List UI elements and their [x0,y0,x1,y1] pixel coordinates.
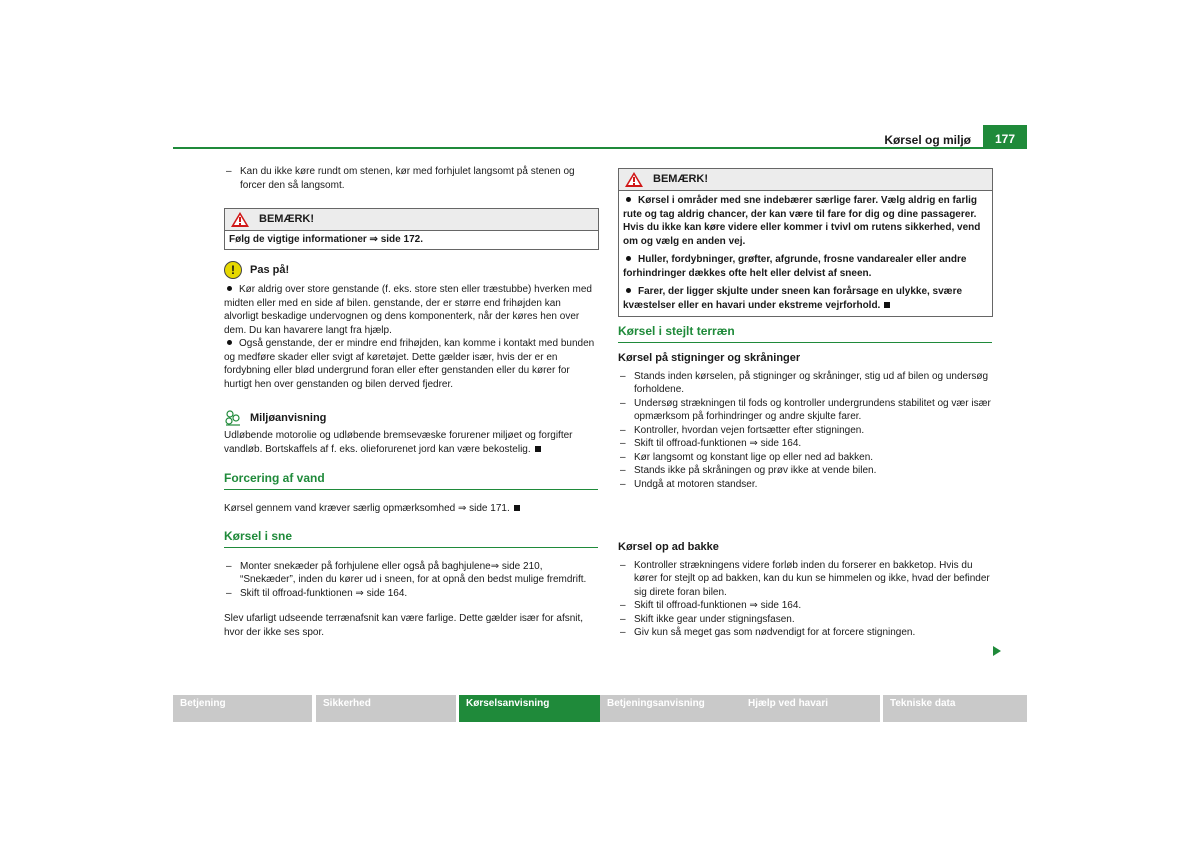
caution-block [224,261,598,391]
list-item: – Stands inden kørselen, på stigninger og skråninger, stig ud af bilen og undersøg forholdene. [618,370,992,397]
tab-tekniske-data[interactable]: Tekniske data [883,695,1027,722]
list-item: – Monter snekæder på forhjulene eller også på baghjulene⇒ side 210, “Snekæder”, inden du kører ud i sneen, for at opnå den bedst mulige fremdrift. [224,560,598,587]
tab-hjaelp-ved-havari[interactable]: Hjælp ved havari [741,695,880,722]
list-item: – Kontroller, hvordan vejen fortsætter efter stigningen. [618,424,992,438]
bullet-icon [626,197,631,202]
list-item: – Kør langsomt og konstant lige op eller ned ad bakken. [618,451,992,465]
warning-icon [625,172,643,187]
bullet-icon [626,288,631,293]
list-item: – Skift til offroad-funktionen ⇒ side 164. [618,437,992,451]
list-item: – Kontroller strækningens videre forløb inden du forserer en bakketop. Hvis du kører for stejlt op ad bakken, kan du kun se himmelen og ikke, hvad der befinder sig direte foran bilen. [618,559,992,600]
note-box-title: BEMÆRK! [259,213,314,225]
note-box [618,168,993,317]
note-box-header [225,209,598,231]
section-rule [618,342,992,343]
list-item: – Skift til offroad-funktionen ⇒ side 164. [618,599,992,613]
list-item: Også genstande, der er mindre end frihøjden, kan komme i kontakt med bunden og medføre skader eller svigt af køretøjet. Dette gælder især, hvis der er en fordybning eller blød undergrund foran eller efter genstanden eller du kører for hurtigt hen over genstanden og bilen derved fjedrer. [224,338,595,390]
note-box-title: BEMÆRK! [653,173,708,185]
tab-korselsanvisning[interactable]: Kørselsanvisning [459,695,600,722]
environment-icon [224,410,242,426]
tab-betjeningsanvisning[interactable]: Betjeningsanvisning [600,695,741,722]
running-header-title: Kørsel og miljø [884,133,971,147]
section-title: Kørsel i stejlt terræn [618,324,735,338]
section-steep [618,325,992,343]
list-item: – Giv kun så meget gas som nødvendigt for at forcere stigningen. [618,626,992,640]
warning-icon [231,212,249,227]
note-box-text: Følg de vigtige informationer ⇒ side 172. [229,234,423,245]
list-item: Kør aldrig over store genstande (f. eks. store sten eller træstubbe) hverken med midten eller med en side af bilen. genstande, der er større end frihøjden kan alvorligt beskadige undervognen og dens komponenterk, når der køres hen over dem. Du kan havarere langt fra hjælp. [224,284,592,336]
uphill-block [618,541,992,640]
next-page-arrow-icon[interactable] [993,646,1001,656]
subsection-title: Kørsel op ad bakke [618,541,719,553]
section-snow [224,530,598,639]
inclines-block [618,352,992,491]
list-item: – Skift ikke gear under stigningsfasen. [618,613,992,627]
environment-title: Miljøanvisning [250,412,327,424]
tab-sikkerhed[interactable]: Sikkerhed [316,695,456,722]
header-rule [173,147,1027,149]
caution-icon: ! [224,261,242,279]
list-item: Huller, fordybninger, grøfter, afgrunde, frosne vandarealer eller andre forhindringer dækkes ofte helt eller delvist af sneen. [623,254,967,279]
bullet-icon [227,340,232,345]
section-title: Kørsel i sne [224,529,293,543]
list-item: – Stands ikke på skråningen og prøv ikke at vende bilen. [618,464,992,478]
page-number: 177 [983,125,1027,149]
list-item: – Undgå at motoren standser. [618,478,992,492]
section-text: Kørsel gennem vand kræver særlig opmærksomhed ⇒ side 171. [224,502,598,516]
left-column [224,165,598,192]
end-mark-icon [535,446,541,452]
section-rule [224,489,598,490]
end-mark-icon [514,505,520,511]
bullet-icon [626,256,631,261]
list-item: – Undersøg strækningen til fods og kontroller undergrundens stabilitet og vær især opmærksom på forhindringer og andre skjulte farer. [618,397,992,424]
list-item: – Kan du ikke køre rundt om stenen, kør med forhjulet langsomt på stenen og forcer den så langsomt. [224,165,598,192]
section-rule [224,547,598,548]
list-item: Farer, der ligger skjulte under sneen kan forårsage en ulykke, svære kvæstelser eller en havari under ekstreme vejrforhold. [623,286,963,311]
bullet-icon [227,286,232,291]
tab-betjening[interactable]: Betjening [173,695,312,722]
caution-title: Pas på! [250,264,290,276]
section-water [224,472,598,515]
section-text: Slev ufarligt udseende terrænafsnit kan være farlige. Dette gælder især for afsnit, hvor der ikke ses spor. [224,613,584,638]
note-box-header [619,169,992,191]
list-item: Kørsel i områder med sne indebærer særlige farer. Vælg aldrig en farlig rute og tag aldrig chancer, der kan være til fare for dig og dine passagerer. Hvis du ikke kan køre videre eller kommer i tvivl om rutens sikkerhed, vend om og vælg en anden vej. [623,195,981,247]
section-title: Forcering af vand [224,471,325,485]
note-box [224,208,599,250]
environment-note [224,409,598,456]
environment-text: Udløbende motorolie og udløbende bremsevæske forurener miljøet og forgifter vandløb. Bortskaffels af f. eks. olieforurenet jord kan være bekostelig. [224,430,573,455]
list-item: – Skift til offroad-funktionen ⇒ side 164. [224,587,598,601]
subsection-title: Kørsel på stigninger og skråninger [618,352,801,364]
end-mark-icon [884,302,890,308]
